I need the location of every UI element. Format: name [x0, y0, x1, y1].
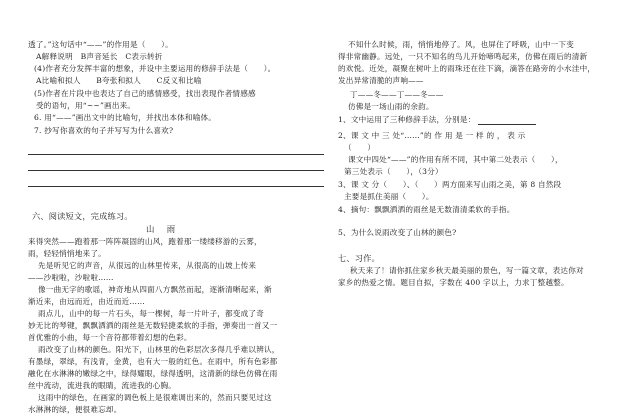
passage-title: 山 雨: [146, 224, 178, 234]
passage-cont-line: 丁——冬——丁——冬——: [350, 90, 444, 99]
question-5-line2: 受的语句，用“~~”画出来。: [36, 101, 136, 110]
section-7-heading: 七、习作。: [338, 253, 380, 263]
passage-line: 首优雅的小曲，每一个音符都带着幻想的色彩。: [28, 333, 192, 342]
passage-line: 雨改变了山林的颜色。阳光下，山林里的色彩层次多得几乎难以辨认，: [38, 345, 280, 354]
section-6-heading: 六、阅读短文，完成练习。: [32, 211, 133, 221]
question-1: 1、文中运用了三种修辞手法，分别是：: [338, 115, 476, 124]
passage-line: 有墨绿，翠绿，有浅青，金黄，也有大一般的红色。在雨中，所有色彩都: [28, 357, 278, 366]
passage-cont-line: 仿佛是一场山雨的余韵。: [348, 102, 434, 111]
question-intro: 透了。”这句话中“——”的作用是（ ）。: [28, 40, 173, 49]
question-2-line1: 2、课 文 中 三 处“……”的 作 用 是 一 样 的 ， 表 示: [338, 131, 526, 140]
passage-line: 水淋淋的绿，便很难忘却。: [28, 405, 122, 414]
question-3: 3、课 文 分（ ）、（ ）两方面来写山雨之美，第 8 自然段: [338, 180, 562, 189]
question-options: A解释说明 B声音延长 C表示转折: [36, 52, 163, 61]
passage-line: 先是听见它的声音，从很远的山林里传来，从很高的山坡上传来: [38, 261, 257, 270]
question-7: 7. 抄写你喜欢的句子并写写为什么喜欢?: [34, 126, 174, 135]
question-5: 5、为什么说雨改变了山林的颜色?: [338, 228, 457, 237]
answer-line-2: [28, 170, 324, 171]
passage-line: 融化在水淋淋的嫩绿之中，绿得耀眼，绿得透明，这清新的绿色仿佛在雨: [28, 369, 278, 378]
question-3b: 主要是抓住美丽（ ）。: [344, 192, 434, 201]
passage-cont-line: 得非常幽静。远处，一只不知名的鸟儿开始啼鸣起来，仿佛在雨后的清新: [338, 52, 588, 61]
passage-cont-line: 发出异常清脆的声响——: [338, 76, 424, 85]
question-4: 4、摘句：飘飘洒洒的雨丝是无数清清柔软的手指。: [338, 205, 515, 214]
question-4-options: A比喻和拟人 B夸张和拟人 C反义和比喻: [36, 76, 202, 85]
passage-line: 丝中流动，流进我的眼睛，流进我的心胸。: [28, 381, 177, 390]
question-2-line3: 课文中四处“——”的作用有所不同，其中第二处表示（ ），: [348, 155, 563, 164]
answer-blank: [478, 124, 536, 125]
question-5-line1: (5)作者在片段中也表达了自己的感情感受，找出表现作者情感感: [34, 89, 256, 98]
passage-cont-line: 不知什么时候，雨，悄悄地停了。风，也屏住了呼吸，山中一下变: [348, 40, 575, 49]
question-4: (4)作者充分发挥丰富的想象，并设中主要运用的修辞手法是（ ）。: [34, 64, 276, 73]
passage-line: 雨点儿，山中的每一片石头，每一棵树，每一片叶子，都变成了奇: [38, 309, 265, 318]
passage-line: 来得突然——跑着那一阵阵凝固的山风，跑着那一缕缕移游的云雾，: [28, 237, 262, 246]
question-6: 6. 用“——”画出文中的比喻句，并找出本体和喻体。: [34, 113, 217, 122]
passage-cont-line: 的欢悦。近处，凝聚在树叶上的雨珠还在往下滴，滴答在路旁的小水洼中，: [338, 64, 596, 73]
essay-prompt-line: 秋天来了！请你抓住家乡秋天最美丽的景色，写一篇文章，表达你对: [350, 266, 584, 275]
passage-line: 雨，轻轻悄悄地来了。: [28, 249, 106, 258]
passage-line: 渐近来，由远而近，由近而近……: [28, 297, 145, 306]
answer-line-1: [28, 154, 324, 155]
question-2-line4: 第三处表示（ ），（3分）: [344, 167, 443, 176]
passage-line: 像一曲无字的歌谣，神奇地从四面八方飘然而起，逐渐清晰起来，渐: [38, 285, 272, 294]
passage-line: 妙无比的琴键，飘飘洒洒的雨丝是无数轻捷柔软的手指，弹奏出一首又一: [28, 321, 278, 330]
passage-line: ——沙啦啦，沙啦啦……: [28, 273, 114, 282]
question-2-line2: （ ）: [344, 143, 376, 152]
essay-prompt-line: 家乡的热爱之情。题目自拟，字数在 400 字以上，力求丁整越整。: [338, 278, 569, 287]
answer-line-3: [28, 186, 324, 187]
passage-line: 这雨中的绿色，在画家的调色板上是很难调出来的，然而只要见过这: [38, 393, 272, 402]
